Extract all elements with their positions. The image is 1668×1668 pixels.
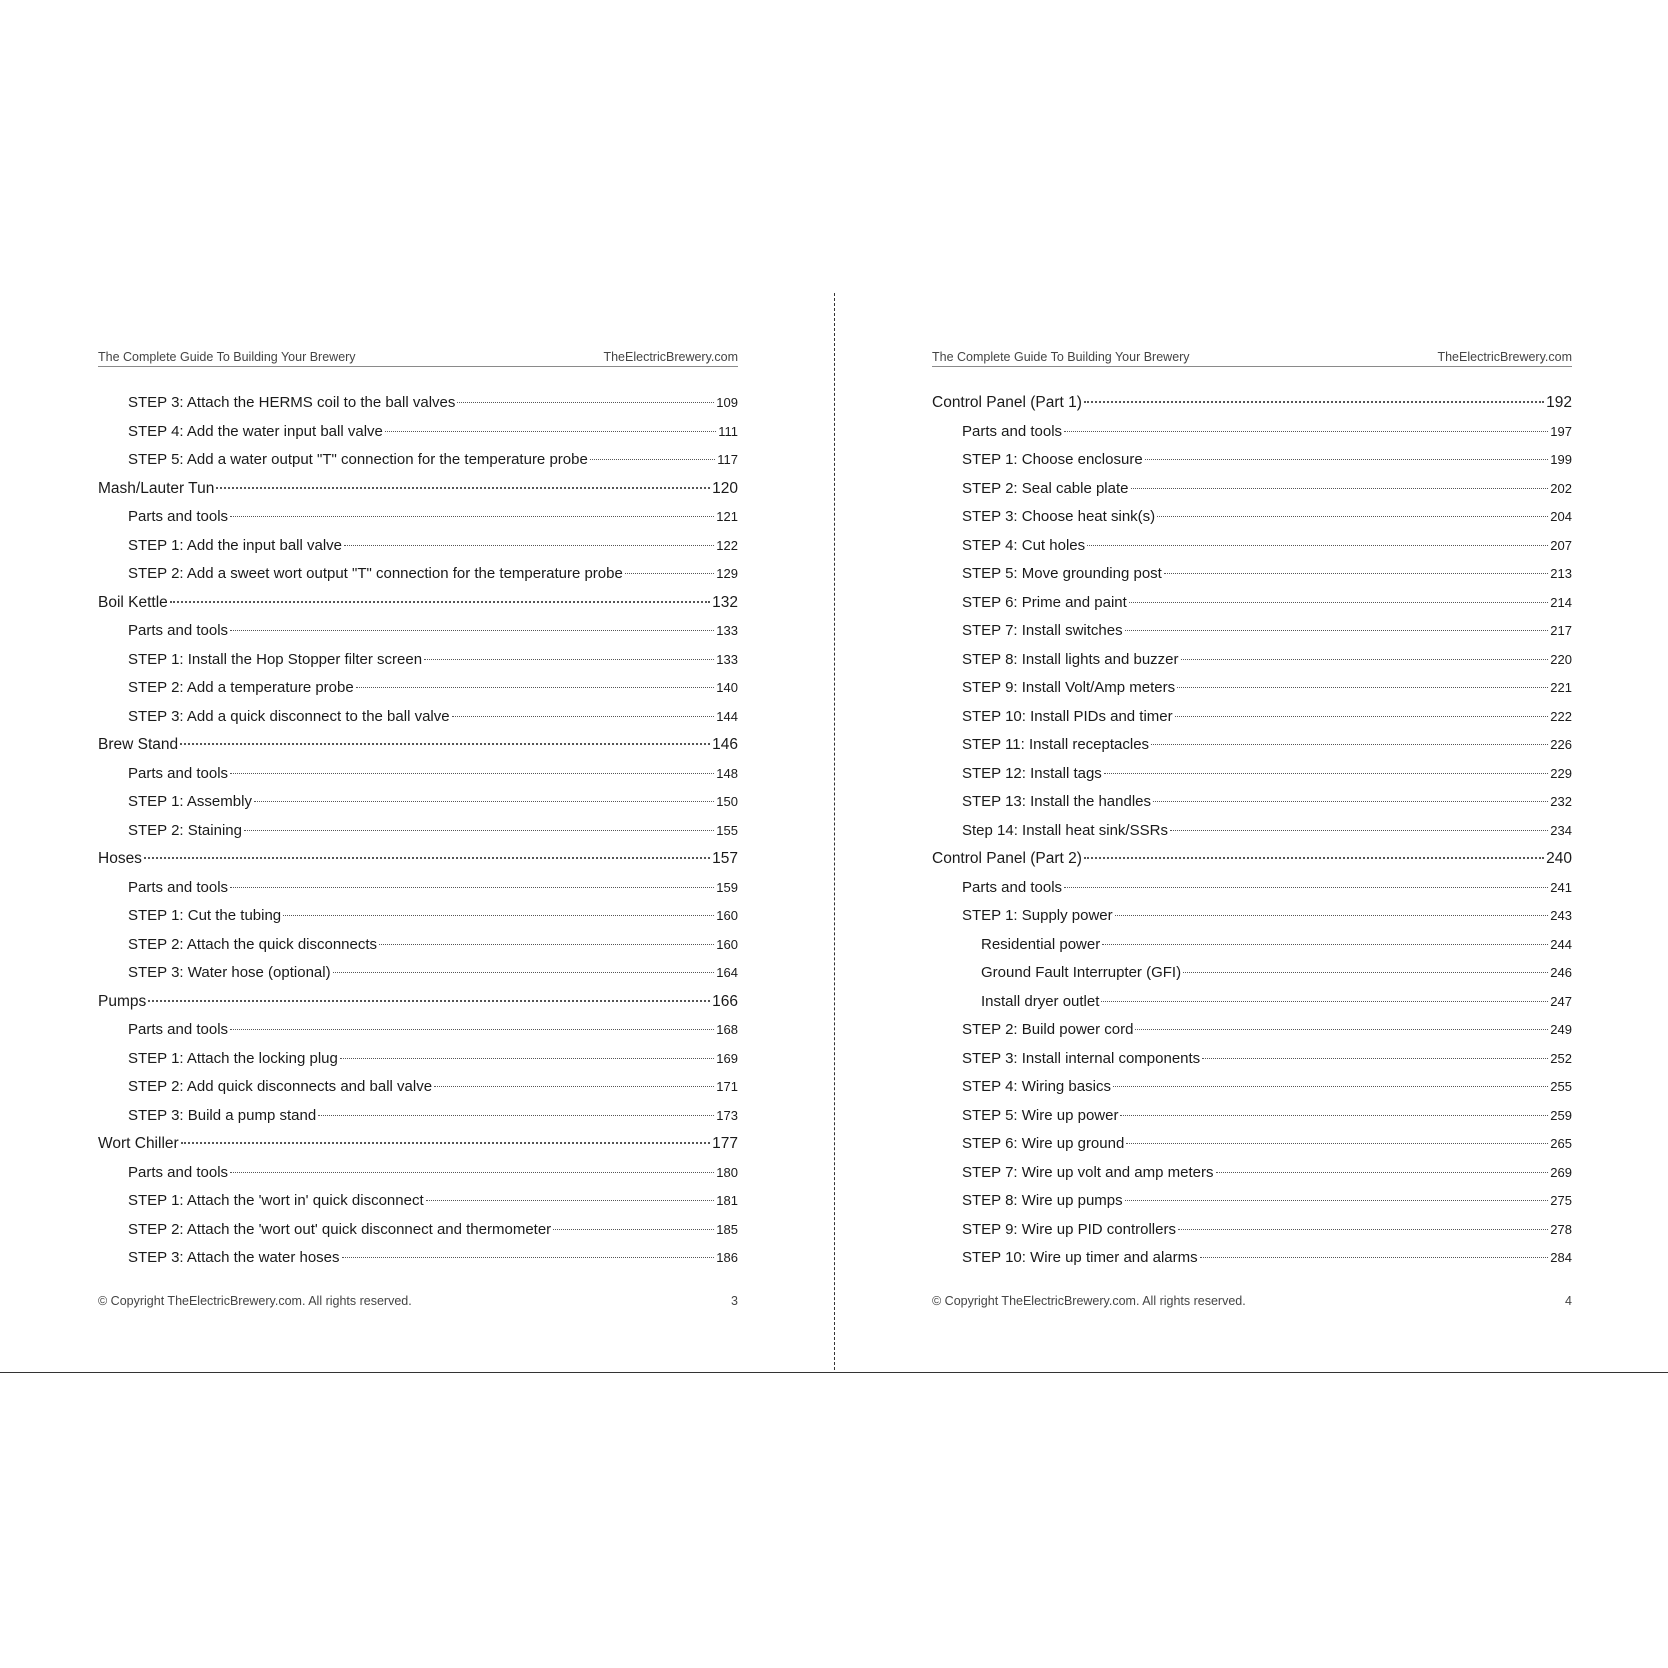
- toc-entry-page-number: 246: [1550, 965, 1572, 980]
- toc-entry-label: STEP 12: Install tags: [962, 764, 1102, 782]
- dot-leader: [1064, 887, 1548, 888]
- toc-chapter-entry: [932, 389, 1572, 418]
- toc-entry-page-number: 159: [716, 879, 738, 895]
- toc-entry-label: Parts and tools: [962, 878, 1063, 896]
- dot-leader: [254, 801, 714, 802]
- running-header: [932, 349, 1572, 367]
- toc-section-entry: [932, 902, 1572, 931]
- toc-entry-page-number: 122: [716, 537, 738, 553]
- toc-entry-label: Install dryer outlet: [981, 992, 1100, 1010]
- toc-entry-label: Parts and tools: [128, 1163, 229, 1181]
- toc-entry-page-number: 234: [1550, 822, 1572, 838]
- toc-section-entry: [932, 874, 1572, 903]
- toc-section-entry: [932, 617, 1572, 646]
- toc-entry-label: STEP 8: Wire up pumps: [962, 1192, 1123, 1209]
- toc-entry-page-number: 221: [1550, 680, 1572, 695]
- toc-section-entry: [98, 389, 738, 418]
- toc-entry-page-number: 199: [1550, 452, 1572, 467]
- toc-entry-page-number: 160: [716, 936, 738, 952]
- toc-section-entry: [932, 446, 1572, 475]
- toc-entry-label: Parts and tools: [128, 878, 229, 896]
- toc-entry-page-number: 180: [716, 1164, 738, 1180]
- toc-entry-label: STEP 7: Wire up volt and amp meters: [962, 1163, 1214, 1181]
- toc-entry-page-number: 111: [718, 423, 738, 439]
- dot-leader: [1087, 545, 1548, 546]
- dot-leader: [230, 1172, 714, 1173]
- toc-entry-page-number: 121: [716, 509, 738, 524]
- dot-leader: [1084, 857, 1544, 859]
- page-number: 3: [731, 1294, 738, 1308]
- dot-leader: [180, 743, 710, 745]
- dot-leader: [1151, 744, 1548, 745]
- toc-entry-label: STEP 5: Move grounding post: [962, 565, 1162, 582]
- toc-section-entry: [932, 988, 1572, 1017]
- dot-leader: [1115, 915, 1549, 916]
- toc-entry-label: STEP 1: Add the input ball valve: [128, 536, 343, 554]
- toc-entry-label: Control Panel (Part 1): [932, 394, 1082, 411]
- dot-leader: [434, 1086, 714, 1087]
- dot-leader: [1113, 1086, 1548, 1087]
- dot-leader: [170, 601, 710, 603]
- dot-leader: [356, 687, 715, 688]
- dot-leader: [553, 1229, 714, 1230]
- toc-entry-label: Parts and tools: [962, 422, 1063, 440]
- toc-entry-label: STEP 10: Install PIDs and timer: [962, 707, 1173, 725]
- dot-leader: [1084, 401, 1544, 403]
- dot-leader: [1102, 944, 1548, 945]
- toc-entry-page-number: 150: [716, 794, 738, 809]
- left-page: [98, 349, 738, 1309]
- toc-section-entry: [932, 1187, 1572, 1216]
- toc-entry-page-number: 259: [1550, 1107, 1572, 1123]
- toc-chapter-entry: [98, 988, 738, 1017]
- toc-section-entry: [932, 560, 1572, 589]
- toc-entry-page-number: 186: [716, 1250, 738, 1265]
- toc-entry-page-number: 232: [1550, 794, 1572, 809]
- dot-leader: [144, 857, 710, 859]
- dot-leader: [590, 459, 715, 460]
- toc-entry-page-number: 214: [1550, 594, 1572, 610]
- toc-entry-page-number: 173: [716, 1107, 738, 1123]
- toc-entry-page-number: 249: [1550, 1022, 1572, 1037]
- toc-entry-label: Ground Fault Interrupter (GFI): [981, 964, 1182, 981]
- dot-leader: [230, 887, 714, 888]
- dot-leader: [1175, 716, 1549, 717]
- toc-section-entry: [98, 902, 738, 931]
- page-number: 4: [1565, 1294, 1572, 1308]
- toc-entry-label: Boil Kettle: [98, 593, 168, 611]
- dot-leader: [379, 944, 714, 945]
- toc-section-entry: [98, 418, 738, 447]
- toc-entry-page-number: 275: [1550, 1193, 1572, 1208]
- toc-entry-label: STEP 13: Install the handles: [962, 793, 1152, 810]
- toc-entry-label: STEP 9: Wire up PID controllers: [962, 1220, 1176, 1238]
- toc-entry-page-number: 144: [716, 708, 738, 724]
- dot-leader: [1135, 1029, 1548, 1030]
- toc-entry-page-number: 133: [716, 623, 738, 638]
- toc-entry-label: Parts and tools: [128, 764, 229, 782]
- dot-leader: [426, 1200, 715, 1201]
- dot-leader: [1145, 459, 1549, 460]
- toc-entry-page-number: 220: [1550, 651, 1572, 667]
- dot-leader: [1064, 431, 1548, 432]
- toc-entry-page-number: 207: [1550, 537, 1572, 553]
- toc-chapter-entry: [98, 1130, 738, 1159]
- toc-entry-label: Pumps: [98, 992, 147, 1010]
- toc-entry-label: STEP 1: Install the Hop Stopper filter screen: [128, 650, 423, 668]
- dot-leader: [1101, 1001, 1548, 1002]
- toc-entry-label: STEP 3: Attach the HERMS coil to the ball valves: [128, 394, 456, 411]
- toc-section-entry: [932, 418, 1572, 447]
- toc-entry-page-number: 284: [1550, 1250, 1572, 1265]
- toc-section-entry: [98, 760, 738, 789]
- dot-leader: [385, 431, 716, 432]
- dot-leader: [340, 1058, 714, 1059]
- toc-entry-label: STEP 1: Supply power: [962, 907, 1113, 924]
- toc-entry-page-number: 117: [717, 452, 738, 467]
- toc-entry-label: STEP 1: Cut the tubing: [128, 907, 282, 924]
- dot-leader: [1170, 830, 1548, 831]
- dot-leader: [1181, 659, 1549, 660]
- dot-leader: [452, 716, 715, 717]
- toc-entry-page-number: 192: [1546, 394, 1572, 411]
- dot-leader: [230, 1029, 714, 1030]
- toc-section-entry: [932, 1045, 1572, 1074]
- toc-section-entry: [932, 731, 1572, 760]
- toc-section-entry: [98, 646, 738, 675]
- dot-leader: [230, 516, 714, 517]
- header-book-title: The Complete Guide To Building Your Brewery: [932, 350, 1190, 364]
- toc-section-entry: [932, 589, 1572, 618]
- toc-section-entry: [932, 503, 1572, 532]
- toc-entry-label: STEP 3: Choose heat sink(s): [962, 508, 1156, 525]
- toc-entry-page-number: 133: [716, 651, 738, 667]
- toc-section-entry: [98, 560, 738, 589]
- toc-entry-page-number: 241: [1550, 879, 1572, 895]
- dot-leader: [1125, 630, 1549, 631]
- toc-section-entry: [932, 931, 1572, 960]
- toc-section-entry: [932, 1102, 1572, 1131]
- toc-entry-page-number: 252: [1550, 1050, 1572, 1066]
- toc-entry-label: STEP 6: Prime and paint: [962, 593, 1127, 611]
- dot-leader: [1157, 516, 1548, 517]
- toc-entry-label: STEP 3: Build a pump stand: [128, 1106, 317, 1124]
- dot-leader: [148, 1000, 710, 1002]
- toc-entry-label: Mash/Lauter Tun: [98, 479, 215, 497]
- toc-section-entry: [98, 703, 738, 732]
- dot-leader: [318, 1115, 714, 1116]
- toc-chapter-entry: [98, 589, 738, 618]
- toc-chapter-entry: [98, 731, 738, 760]
- toc-section-entry: [98, 1216, 738, 1245]
- toc-entry-page-number: 244: [1550, 936, 1572, 952]
- toc-entry-label: STEP 7: Install switches: [962, 622, 1123, 639]
- toc-entry-page-number: 229: [1550, 765, 1572, 781]
- toc-entry-label: STEP 9: Install Volt/Amp meters: [962, 679, 1176, 696]
- toc-entry-label: Hoses: [98, 850, 142, 867]
- toc-section-entry: [98, 1016, 738, 1045]
- right-page: [932, 349, 1572, 1309]
- dot-leader: [342, 1257, 715, 1258]
- toc-entry-page-number: 217: [1550, 623, 1572, 638]
- dot-leader: [181, 1142, 710, 1144]
- toc-section-entry: [98, 1073, 738, 1102]
- toc-section-entry: [98, 674, 738, 703]
- toc-entry-page-number: 146: [712, 736, 738, 753]
- toc-section-entry: [932, 532, 1572, 561]
- toc-entry-page-number: 213: [1550, 566, 1572, 581]
- table-of-contents: [98, 389, 738, 1273]
- toc-entry-page-number: 181: [716, 1193, 738, 1208]
- toc-entry-page-number: 169: [716, 1050, 738, 1066]
- toc-section-entry: [932, 703, 1572, 732]
- toc-entry-label: Step 14: Install heat sink/SSRs: [962, 821, 1168, 839]
- toc-entry-label: STEP 2: Seal cable plate: [962, 479, 1129, 497]
- toc-entry-page-number: 269: [1550, 1164, 1572, 1180]
- toc-section-entry: [98, 1244, 738, 1273]
- toc-entry-page-number: 171: [716, 1079, 738, 1094]
- toc-section-entry: [932, 1244, 1572, 1273]
- toc-section-entry: [98, 1045, 738, 1074]
- toc-entry-label: STEP 3: Attach the water hoses: [128, 1249, 340, 1266]
- toc-entry-page-number: 240: [1546, 850, 1572, 867]
- toc-section-entry: [98, 959, 738, 988]
- toc-section-entry: [932, 959, 1572, 988]
- dot-leader: [230, 630, 714, 631]
- dot-leader: [1129, 602, 1548, 603]
- toc-entry-page-number: 222: [1550, 708, 1572, 724]
- toc-entry-label: STEP 5: Add a water output "T" connection for the temperature probe: [128, 451, 588, 468]
- toc-entry-page-number: 157: [712, 850, 738, 867]
- dot-leader: [244, 830, 714, 831]
- footer-copyright: © Copyright TheElectricBrewery.com. All rights reserved.: [98, 1294, 412, 1308]
- toc-entry-page-number: 243: [1550, 908, 1572, 923]
- toc-section-entry: [932, 1130, 1572, 1159]
- toc-entry-page-number: 132: [712, 593, 738, 611]
- dot-leader: [333, 972, 715, 973]
- toc-section-entry: [932, 1216, 1572, 1245]
- toc-section-entry: [932, 760, 1572, 789]
- dot-leader: [1164, 573, 1548, 574]
- dot-leader: [1120, 1115, 1548, 1116]
- dot-leader: [1216, 1172, 1549, 1173]
- toc-entry-page-number: 202: [1550, 480, 1572, 496]
- toc-entry-label: Brew Stand: [98, 736, 179, 753]
- toc-entry-label: Wort Chiller: [98, 1135, 179, 1152]
- toc-entry-label: STEP 10: Wire up timer and alarms: [962, 1249, 1198, 1266]
- toc-section-entry: [932, 817, 1572, 846]
- toc-entry-label: STEP 11: Install receptacles: [962, 736, 1150, 753]
- dot-leader: [1200, 1257, 1549, 1258]
- dot-leader: [230, 773, 714, 774]
- toc-entry-label: Parts and tools: [128, 622, 229, 639]
- toc-section-entry: [98, 1159, 738, 1188]
- toc-entry-page-number: 140: [716, 680, 738, 695]
- footer-copyright: © Copyright TheElectricBrewery.com. All rights reserved.: [932, 1294, 1246, 1308]
- running-footer: [932, 1294, 1572, 1308]
- toc-entry-page-number: 129: [716, 566, 738, 581]
- toc-entry-label: Residential power: [981, 935, 1101, 953]
- table-of-contents: [932, 389, 1572, 1273]
- toc-section-entry: [98, 617, 738, 646]
- header-site-name: TheElectricBrewery.com: [1437, 350, 1572, 364]
- toc-entry-label: STEP 2: Staining: [128, 821, 242, 839]
- toc-entry-page-number: 166: [712, 992, 738, 1010]
- toc-entry-page-number: 148: [716, 765, 738, 781]
- toc-entry-label: STEP 6: Wire up ground: [962, 1135, 1125, 1152]
- page-spread-divider: [834, 293, 835, 1370]
- dot-leader: [1178, 1229, 1548, 1230]
- toc-chapter-entry: [98, 475, 738, 504]
- toc-entry-page-number: 197: [1550, 423, 1572, 439]
- dot-leader: [1131, 488, 1549, 489]
- dot-leader: [1125, 1200, 1549, 1201]
- dot-leader: [1183, 972, 1548, 973]
- toc-entry-page-number: 204: [1550, 509, 1572, 524]
- toc-entry-label: STEP 1: Attach the locking plug: [128, 1049, 338, 1067]
- toc-entry-label: STEP 1: Attach the 'wort in' quick disconnect: [128, 1192, 424, 1209]
- toc-section-entry: [98, 874, 738, 903]
- toc-section-entry: [98, 1187, 738, 1216]
- dot-leader: [1126, 1143, 1548, 1144]
- toc-entry-page-number: 160: [716, 908, 738, 923]
- toc-entry-label: STEP 8: Install lights and buzzer: [962, 650, 1179, 668]
- running-header: [98, 349, 738, 367]
- toc-entry-label: STEP 2: Add a sweet wort output "T" connection for the temperature probe: [128, 565, 623, 582]
- toc-entry-label: STEP 3: Install internal components: [962, 1049, 1201, 1067]
- toc-section-entry: [98, 1102, 738, 1131]
- toc-entry-label: STEP 4: Add the water input ball valve: [128, 422, 383, 440]
- toc-entry-page-number: 177: [712, 1135, 738, 1152]
- toc-entry-page-number: 226: [1550, 737, 1572, 752]
- toc-entry-page-number: 278: [1550, 1221, 1572, 1237]
- toc-section-entry: [98, 532, 738, 561]
- toc-entry-label: STEP 2: Attach the 'wort out' quick disconnect and thermometer: [128, 1220, 552, 1238]
- toc-entry-label: Control Panel (Part 2): [932, 850, 1082, 867]
- dot-leader: [625, 573, 714, 574]
- toc-chapter-entry: [98, 845, 738, 874]
- toc-section-entry: [98, 788, 738, 817]
- dot-leader: [1153, 801, 1548, 802]
- header-site-name: TheElectricBrewery.com: [603, 350, 738, 364]
- running-footer: [98, 1294, 738, 1308]
- dot-leader: [1104, 773, 1548, 774]
- toc-section-entry: [98, 503, 738, 532]
- toc-section-entry: [932, 646, 1572, 675]
- toc-section-entry: [932, 788, 1572, 817]
- toc-entry-page-number: 164: [716, 965, 738, 980]
- toc-entry-page-number: 109: [716, 395, 738, 410]
- toc-entry-page-number: 247: [1550, 993, 1572, 1009]
- toc-entry-label: STEP 2: Add quick disconnects and ball valve: [128, 1078, 433, 1095]
- dot-leader: [216, 487, 710, 489]
- toc-entry-label: STEP 4: Cut holes: [962, 536, 1086, 554]
- toc-entry-page-number: 155: [716, 822, 738, 838]
- toc-section-entry: [98, 931, 738, 960]
- dot-leader: [283, 915, 714, 916]
- dot-leader: [1177, 687, 1548, 688]
- toc-entry-label: STEP 3: Add a quick disconnect to the ball valve: [128, 707, 450, 725]
- toc-entry-label: STEP 5: Wire up power: [962, 1106, 1119, 1124]
- toc-entry-label: STEP 4: Wiring basics: [962, 1078, 1111, 1095]
- toc-entry-label: STEP 1: Choose enclosure: [962, 451, 1143, 468]
- toc-entry-page-number: 185: [716, 1221, 738, 1237]
- toc-section-entry: [932, 1016, 1572, 1045]
- toc-entry-label: STEP 3: Water hose (optional): [128, 964, 331, 981]
- toc-entry-label: Parts and tools: [128, 508, 229, 525]
- dot-leader: [424, 659, 714, 660]
- header-book-title: The Complete Guide To Building Your Brewery: [98, 350, 356, 364]
- dot-leader: [344, 545, 714, 546]
- toc-entry-page-number: 255: [1550, 1079, 1572, 1094]
- toc-section-entry: [98, 817, 738, 846]
- toc-section-entry: [98, 446, 738, 475]
- dot-leader: [1202, 1058, 1548, 1059]
- toc-entry-label: STEP 1: Assembly: [128, 793, 252, 810]
- toc-entry-page-number: 168: [716, 1022, 738, 1037]
- toc-entry-label: STEP 2: Build power cord: [962, 1021, 1134, 1038]
- toc-entry-label: STEP 2: Add a temperature probe: [128, 679, 354, 696]
- toc-section-entry: [932, 475, 1572, 504]
- toc-section-entry: [932, 674, 1572, 703]
- toc-section-entry: [932, 1073, 1572, 1102]
- toc-chapter-entry: [932, 845, 1572, 874]
- toc-entry-label: Parts and tools: [128, 1021, 229, 1038]
- bottom-rule: [0, 1372, 1668, 1373]
- toc-entry-page-number: 265: [1550, 1136, 1572, 1151]
- dot-leader: [457, 402, 714, 403]
- toc-entry-label: STEP 2: Attach the quick disconnects: [128, 935, 378, 953]
- toc-entry-page-number: 120: [712, 479, 738, 497]
- toc-section-entry: [932, 1159, 1572, 1188]
